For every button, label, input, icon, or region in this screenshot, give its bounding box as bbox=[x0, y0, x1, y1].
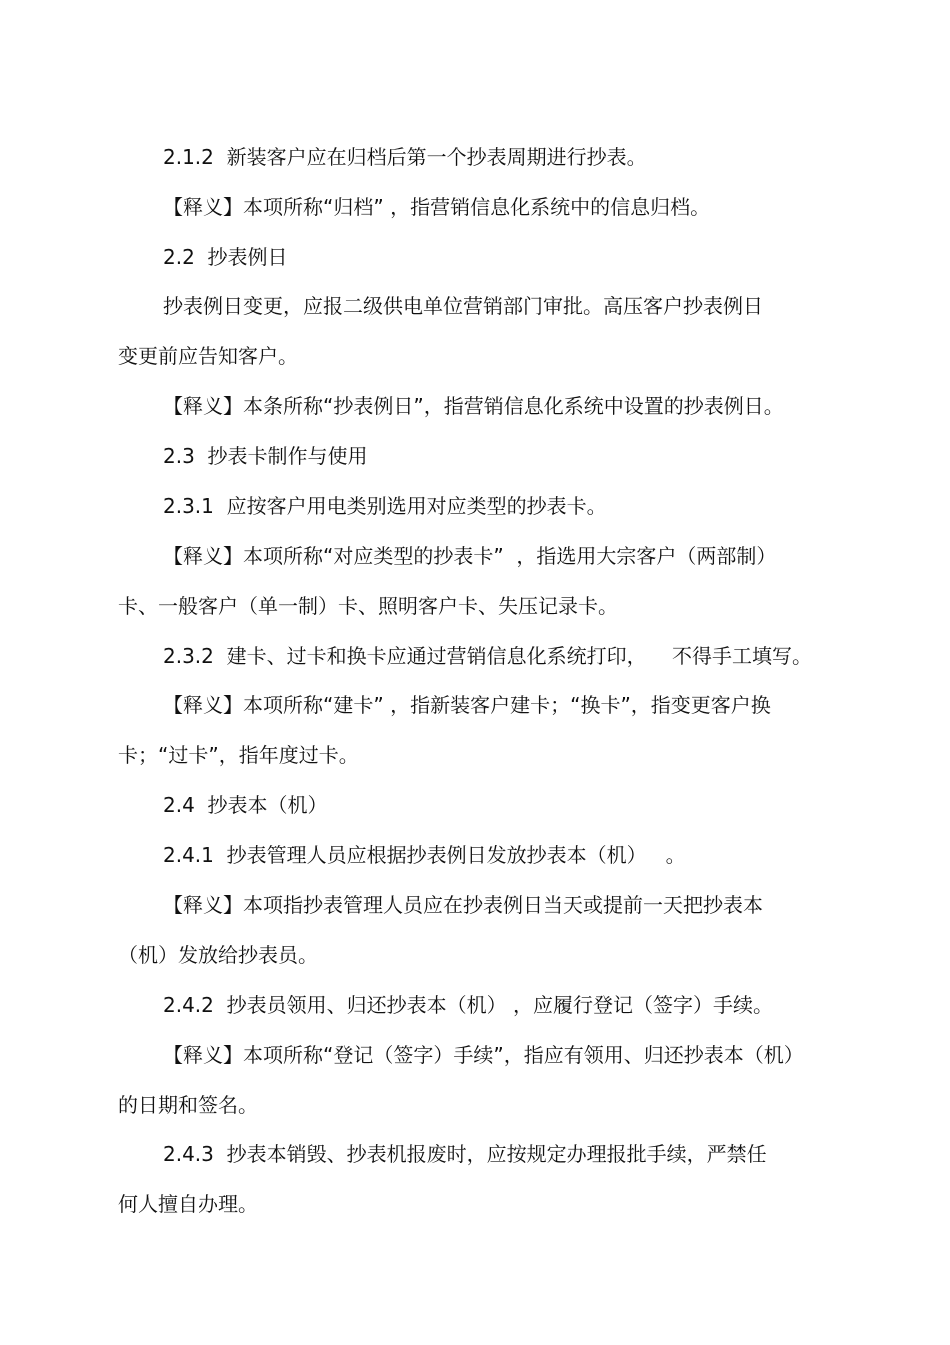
interpretation-archive: 【释义】本项所称“归档” ，指营销信息化系统中的信息归档。 bbox=[163, 195, 711, 219]
paragraph-reading-day-change-cont: 变更前应告知客户。 bbox=[118, 344, 298, 368]
interpretation-register: 【释义】本项所称“登记（签字）手续”，指应有领用、归还抄表本（机） bbox=[163, 1043, 804, 1067]
interpretation-card-build: 【释义】本项所称“建卡” ，指新装客户建卡；“换卡”，指变更客户换 bbox=[163, 693, 771, 717]
clause-2-3-2: 2.3.2 建卡、过卡和换卡应通过营销信息化系统打印， 不得手工填写。 bbox=[163, 644, 813, 668]
clause-2-4-1: 2.4.1 抄表管理人员应根据抄表例日发放抄表本（机） 。 bbox=[163, 843, 686, 867]
section-2-3-heading: 2.3 抄表卡制作与使用 bbox=[163, 444, 368, 468]
interpretation-register-cont: 的日期和签名。 bbox=[118, 1093, 258, 1117]
clause-2-4-3-cont: 何人擅自办理。 bbox=[118, 1192, 258, 1216]
interpretation-card-type: 【释义】本项所称“对应类型的抄表卡” ，指选用大宗客户（两部制） bbox=[163, 544, 777, 568]
clause-2-3-1: 2.3.1 应按客户用电类别选用对应类型的抄表卡。 bbox=[163, 494, 607, 518]
section-2-2-heading: 2.2 抄表例日 bbox=[163, 245, 288, 269]
clause-2-4-3: 2.4.3 抄表本销毁、抄表机报废时，应按规定办理报批手续，严禁任 bbox=[163, 1142, 767, 1166]
clause-2-1-2: 2.1.2 新装客户应在归档后第一个抄表周期进行抄表。 bbox=[163, 145, 647, 169]
interpretation-card-build-cont: 卡；“过卡”，指年度过卡。 bbox=[118, 743, 359, 767]
interpretation-card-type-cont: 卡、一般客户（单一制）卡、照明客户卡、失压记录卡。 bbox=[118, 594, 618, 618]
interpretation-distribute: 【释义】本项指抄表管理人员应在抄表例日当天或提前一天把抄表本 bbox=[163, 893, 763, 917]
interpretation-distribute-cont: （机）发放给抄表员。 bbox=[118, 943, 318, 967]
clause-2-4-2: 2.4.2 抄表员领用、归还抄表本（机） ，应履行登记（签字）手续。 bbox=[163, 993, 773, 1017]
section-2-4-heading: 2.4 抄表本（机） bbox=[163, 793, 328, 817]
paragraph-reading-day-change: 抄表例日变更，应报二级供电单位营销部门审批。高压客户抄表例日 bbox=[163, 294, 763, 318]
interpretation-reading-day: 【释义】本条所称“抄表例日”，指营销信息化系统中设置的抄表例日。 bbox=[163, 394, 784, 418]
